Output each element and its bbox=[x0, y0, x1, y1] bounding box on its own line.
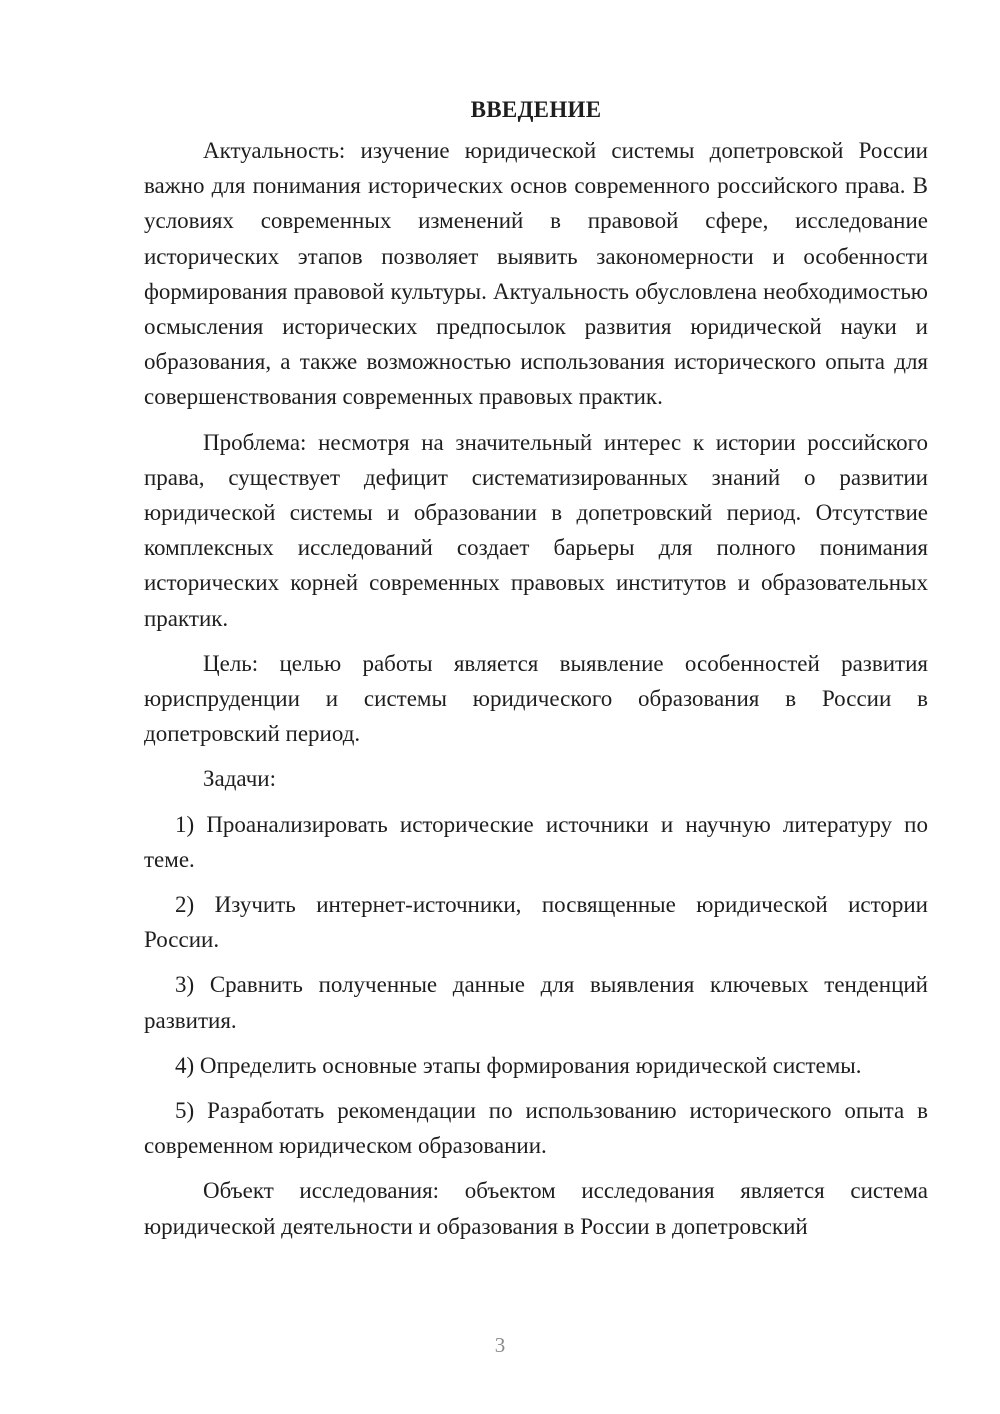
tasks-list bbox=[144, 807, 928, 1164]
list-item: 4) Определить основные этапы формирования юридической системы. bbox=[175, 1052, 862, 1078]
list-item: 2) Изучить интернет-источники, посвященные юридической истории России. bbox=[144, 892, 928, 953]
list-item: 3) Сравнить полученные данные для выявления ключевых тенденций развития. bbox=[144, 972, 928, 1033]
tasks-heading: Задачи: bbox=[203, 766, 276, 792]
paragraph-goal: Цель: целью работы является выявление особенностей развития юриспруденции и системы юридического образования в России в допетровский период. bbox=[144, 650, 928, 747]
paragraph-problem: Проблема: несмотря на значительный интерес к истории российского права, существует дефицит систематизированных знаний о развитии юридической системы и образовании в допетровский период. Отсутствие комплексных исследований создает барьеры для полного понимания исторических корней современных правовых институтов и образовательных практик. bbox=[144, 429, 928, 631]
paragraph-relevance: Актуальность: изучение юридической системы допетровской России важно для понимания исторических основ современного российского права. В условиях современных изменений в правовой сфере, исследование исторических этапов позволяет выявить закономерности и особенности формирования правовой культуры. Актуальность обусловлена необходимостью осмысления исторических предпосылок развития юридической науки и образования, а также возможностью использования исторического опыта для совершенствования современных правовых практик. bbox=[144, 138, 928, 410]
page-number: 3 bbox=[494, 1333, 506, 1357]
paragraph-object: Объект исследования: объектом исследования является система юридической деятельности и образования в России в допетровский bbox=[144, 1178, 928, 1239]
section-title: ВВЕДЕНИЕ bbox=[470, 97, 602, 122]
list-item: 5) Разработать рекомендации по использованию исторического опыта в современном юридическом образовании. bbox=[144, 1098, 928, 1159]
document-page bbox=[144, 92, 928, 1254]
list-item: 1) Проанализировать исторические источники и научную литературу по теме. bbox=[144, 811, 928, 872]
